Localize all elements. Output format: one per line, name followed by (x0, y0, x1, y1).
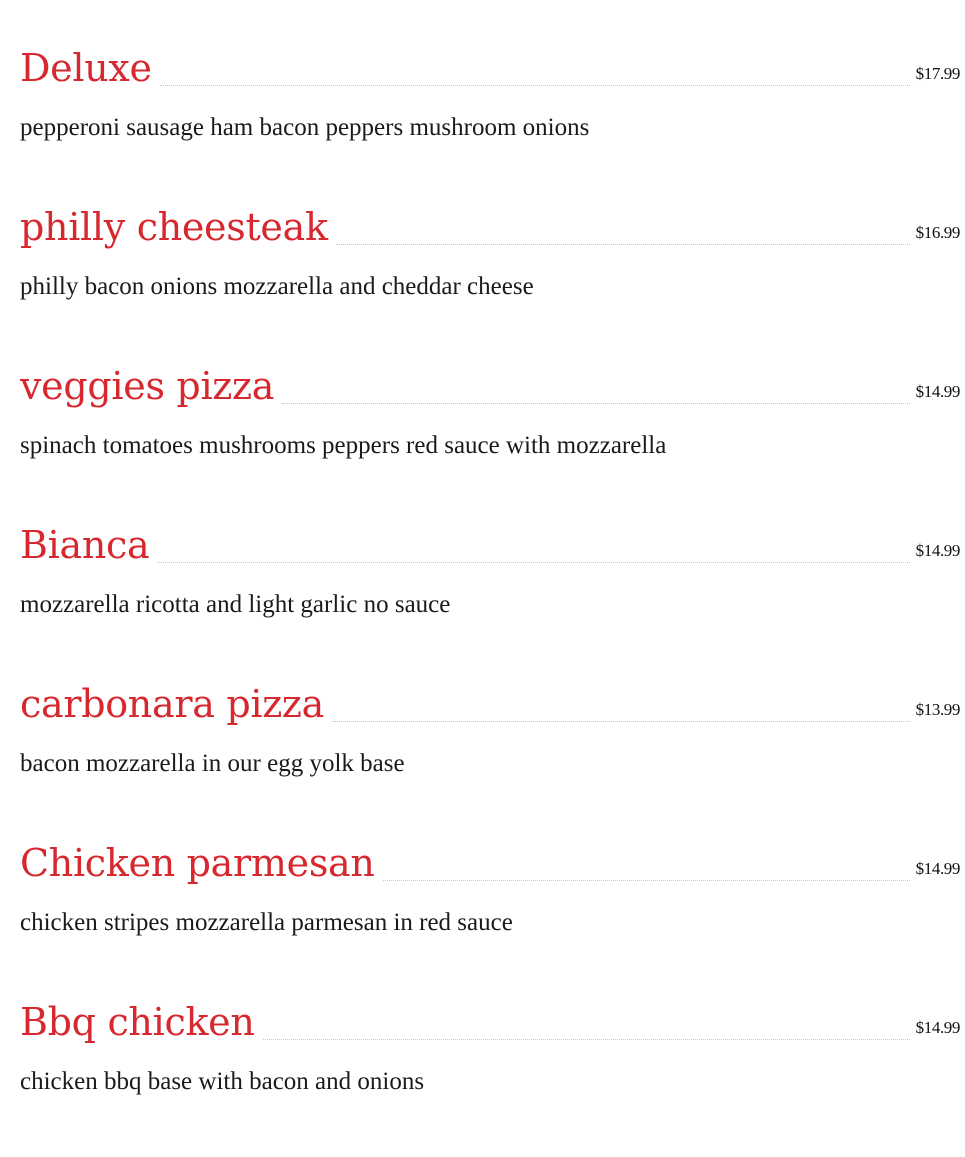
menu-item-description: chicken stripes mozzarella parmesan in red sauce (20, 909, 513, 936)
menu-item-header (20, 839, 960, 887)
menu-item-bbq-chicken[interactable] (20, 998, 960, 1157)
menu-item-chicken-parmesan[interactable] (20, 839, 960, 998)
menu-item-price: $16.99 (915, 223, 960, 242)
menu-item-description: pepperoni sausage ham bacon peppers mushroom onions (20, 114, 590, 141)
dotted-leader (160, 85, 910, 86)
menu-item-description: bacon mozzarella in our egg yolk base (20, 750, 405, 777)
menu-list (20, 44, 960, 1157)
menu-item-header (20, 44, 960, 92)
menu-item-price: $14.99 (915, 859, 960, 878)
menu-item-name: carbonara pizza (20, 682, 325, 726)
menu-item-bianca[interactable] (20, 521, 960, 680)
menu-item-header (20, 362, 960, 410)
menu-item-header (20, 521, 960, 569)
menu-item-price: $14.99 (915, 382, 960, 401)
menu-item-name: Bianca (20, 523, 150, 567)
menu-item-carbonara-pizza[interactable] (20, 680, 960, 839)
menu-item-price: $13.99 (915, 700, 960, 719)
menu-item-description: mozzarella ricotta and light garlic no sauce (20, 591, 451, 618)
dotted-leader (383, 880, 910, 881)
menu-item-deluxe[interactable] (20, 44, 960, 203)
menu-item-price: $14.99 (915, 1018, 960, 1037)
dotted-leader (263, 1039, 910, 1040)
menu-item-price: $14.99 (915, 541, 960, 560)
menu-item-header (20, 680, 960, 728)
dotted-leader (336, 244, 910, 245)
dotted-leader (282, 403, 910, 404)
menu-item-name: Chicken parmesan (20, 841, 375, 885)
menu-item-header (20, 203, 960, 251)
menu-item-price: $17.99 (915, 64, 960, 83)
menu-item-header (20, 998, 960, 1046)
menu-item-description: spinach tomatoes mushrooms peppers red sauce with mozzarella (20, 432, 667, 459)
menu-item-name: veggies pizza (20, 364, 275, 408)
menu-item-description: philly bacon onions mozzarella and cheddar cheese (20, 273, 534, 300)
menu-item-name: Deluxe (20, 46, 152, 90)
menu-item-description: chicken bbq base with bacon and onions (20, 1068, 425, 1095)
menu-item-philly-cheesteak[interactable] (20, 203, 960, 362)
menu-item-name: Bbq chicken (20, 1000, 255, 1044)
menu-item-veggies-pizza[interactable] (20, 362, 960, 521)
dotted-leader (332, 721, 910, 722)
menu-item-name: philly cheesteak (20, 205, 328, 249)
dotted-leader (157, 562, 909, 563)
